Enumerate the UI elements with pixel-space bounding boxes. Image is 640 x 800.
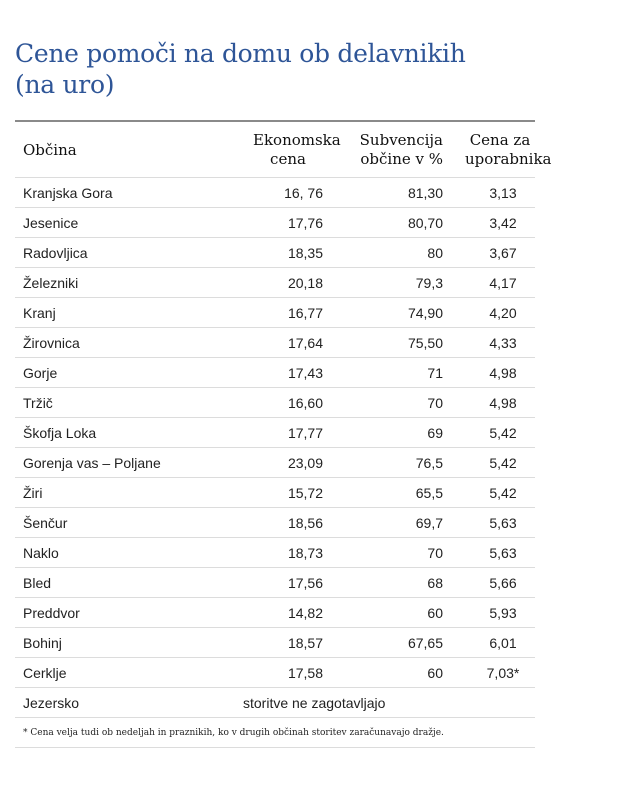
- table-header: [15, 122, 552, 178]
- cell-economic-price: 23,09: [287, 454, 323, 471]
- table-row-jezersko: [15, 688, 535, 718]
- table-row: [15, 328, 535, 358]
- cell-subsidy: 65,5: [415, 484, 443, 501]
- cell-municipality: Naklo: [23, 544, 59, 561]
- cell-municipality: Preddvor: [23, 604, 80, 621]
- header-user-price-line1: Cena za: [469, 130, 531, 149]
- cell-economic-price: 15,72: [287, 484, 323, 501]
- cell-municipality: Radovljica: [23, 244, 88, 261]
- cell-economic-price: 18,56: [287, 514, 323, 531]
- price-table: [15, 120, 552, 748]
- cell-user-price: 5,63: [489, 514, 517, 531]
- table-row: [15, 508, 535, 538]
- cell-subsidy: 60: [427, 664, 443, 681]
- cell-subsidy: 80,70: [407, 214, 443, 231]
- cell-user-price: 5,63: [489, 544, 517, 561]
- cell-municipality: Bled: [23, 574, 52, 591]
- cell-municipality: Cerklje: [23, 664, 67, 681]
- table-row: [15, 478, 535, 508]
- table-row: [15, 208, 535, 238]
- table-row: [15, 598, 535, 628]
- title-line-2: (na uro): [15, 70, 115, 99]
- table-body: [15, 178, 535, 688]
- header-user-price-line2: uporabnika: [465, 149, 552, 168]
- cell-subsidy: 80: [427, 244, 443, 261]
- table-row: [15, 418, 535, 448]
- header-municipality: Občina: [23, 140, 77, 159]
- table-row: [15, 538, 535, 568]
- table-row: [15, 268, 535, 298]
- cell-subsidy: 79,3: [415, 274, 443, 291]
- table-row: [15, 358, 535, 388]
- footnote: * Cena velja tudi ob nedeljah in praznikih, ko v drugih občinah storitev zaračunavajo dražje.: [15, 718, 535, 748]
- price-table-container: [15, 38, 552, 748]
- cell-subsidy: 68: [427, 574, 443, 591]
- cell-user-price: 5,66: [489, 574, 517, 591]
- cell-subsidy: 70: [427, 544, 443, 561]
- cell-municipality: Gorje: [23, 364, 58, 381]
- cell-municipality: Kranjska Gora: [23, 184, 113, 201]
- cell-user-price: 5,93: [489, 604, 517, 621]
- cell-economic-price: 17,43: [287, 364, 323, 381]
- cell-user-price: 4,17: [489, 274, 517, 291]
- cell-user-price: 6,01: [489, 634, 517, 651]
- cell-subsidy: 69,7: [415, 514, 443, 531]
- cell-economic-price: 16, 76: [284, 184, 323, 201]
- cell-user-price: 3,67: [489, 244, 517, 261]
- header-subsidy-line1: Subvencija: [359, 130, 443, 149]
- cell-subsidy: 74,90: [407, 304, 443, 321]
- table-row: [15, 658, 535, 688]
- page-title: [15, 38, 535, 100]
- header-subsidy: [323, 131, 443, 169]
- cell-economic-price: 18,57: [287, 634, 323, 651]
- cell-subsidy: 69: [427, 424, 443, 441]
- cell-user-price: 4,20: [489, 304, 517, 321]
- cell-economic-price: 17,58: [287, 664, 323, 681]
- cell-subsidy: 81,30: [407, 184, 443, 201]
- table-row: [15, 628, 535, 658]
- cell-subsidy: 60: [427, 604, 443, 621]
- cell-economic-price: 17,76: [287, 214, 323, 231]
- cell-municipality: Bohinj: [23, 634, 62, 651]
- cell-economic-price: 16,77: [287, 304, 323, 321]
- cell-economic-price: 17,77: [287, 424, 323, 441]
- cell-economic-price: 17,64: [287, 334, 323, 351]
- table-row: [15, 178, 535, 208]
- table-row: [15, 388, 535, 418]
- cell-user-price: 7,03*: [486, 664, 520, 681]
- cell-economic-price: 20,18: [287, 274, 323, 291]
- cell-user-price: 3,13: [489, 184, 517, 201]
- cell-municipality: Železniki: [23, 274, 79, 291]
- cell-user-price: 4,33: [489, 334, 517, 351]
- cell-subsidy: 70: [427, 394, 443, 411]
- cell-economic-price: 18,73: [287, 544, 323, 561]
- cell-subsidy: 76,5: [415, 454, 443, 471]
- cell-municipality: Gorenja vas – Poljane: [23, 454, 161, 471]
- cell-user-price: 3,42: [489, 214, 517, 231]
- cell-user-price: 5,42: [489, 454, 517, 471]
- cell-municipality: Kranj: [23, 304, 56, 321]
- header-economic-price-line2: cena: [270, 149, 306, 168]
- cell-user-price: 4,98: [489, 364, 517, 381]
- cell-subsidy: 75,50: [407, 334, 443, 351]
- cell-economic-price: 18,35: [287, 244, 323, 261]
- cell-municipality: Jezersko: [23, 694, 80, 711]
- cell-user-price: 4,98: [489, 394, 517, 411]
- cell-municipality: Škofja Loka: [23, 424, 97, 441]
- cell-user-price: 5,42: [489, 424, 517, 441]
- cell-note: storitve ne zagotavljajo: [243, 694, 386, 711]
- cell-user-price: 5,42: [489, 484, 517, 501]
- table-row: [15, 298, 535, 328]
- header-user-price: [443, 130, 552, 169]
- cell-municipality: Žirovnica: [23, 334, 80, 351]
- cell-subsidy: 67,65: [407, 634, 443, 651]
- table-row: [15, 238, 535, 268]
- cell-municipality: Jesenice: [23, 214, 79, 231]
- header-economic-price-line1: Ekonomska: [253, 130, 341, 149]
- cell-economic-price: 16,60: [287, 394, 323, 411]
- table-row: [15, 448, 535, 478]
- table-row: [15, 568, 535, 598]
- cell-municipality: Šenčur: [23, 514, 68, 531]
- header-economic-price: [233, 130, 341, 169]
- title-line-1: Cene pomoči na domu ob delavnikih: [15, 39, 466, 68]
- header-subsidy-line2: občine v %: [360, 149, 443, 168]
- cell-municipality: Žiri: [23, 484, 43, 501]
- cell-economic-price: 17,56: [287, 574, 323, 591]
- cell-municipality: Tržič: [23, 394, 53, 411]
- cell-subsidy: 71: [427, 364, 443, 381]
- cell-economic-price: 14,82: [287, 604, 323, 621]
